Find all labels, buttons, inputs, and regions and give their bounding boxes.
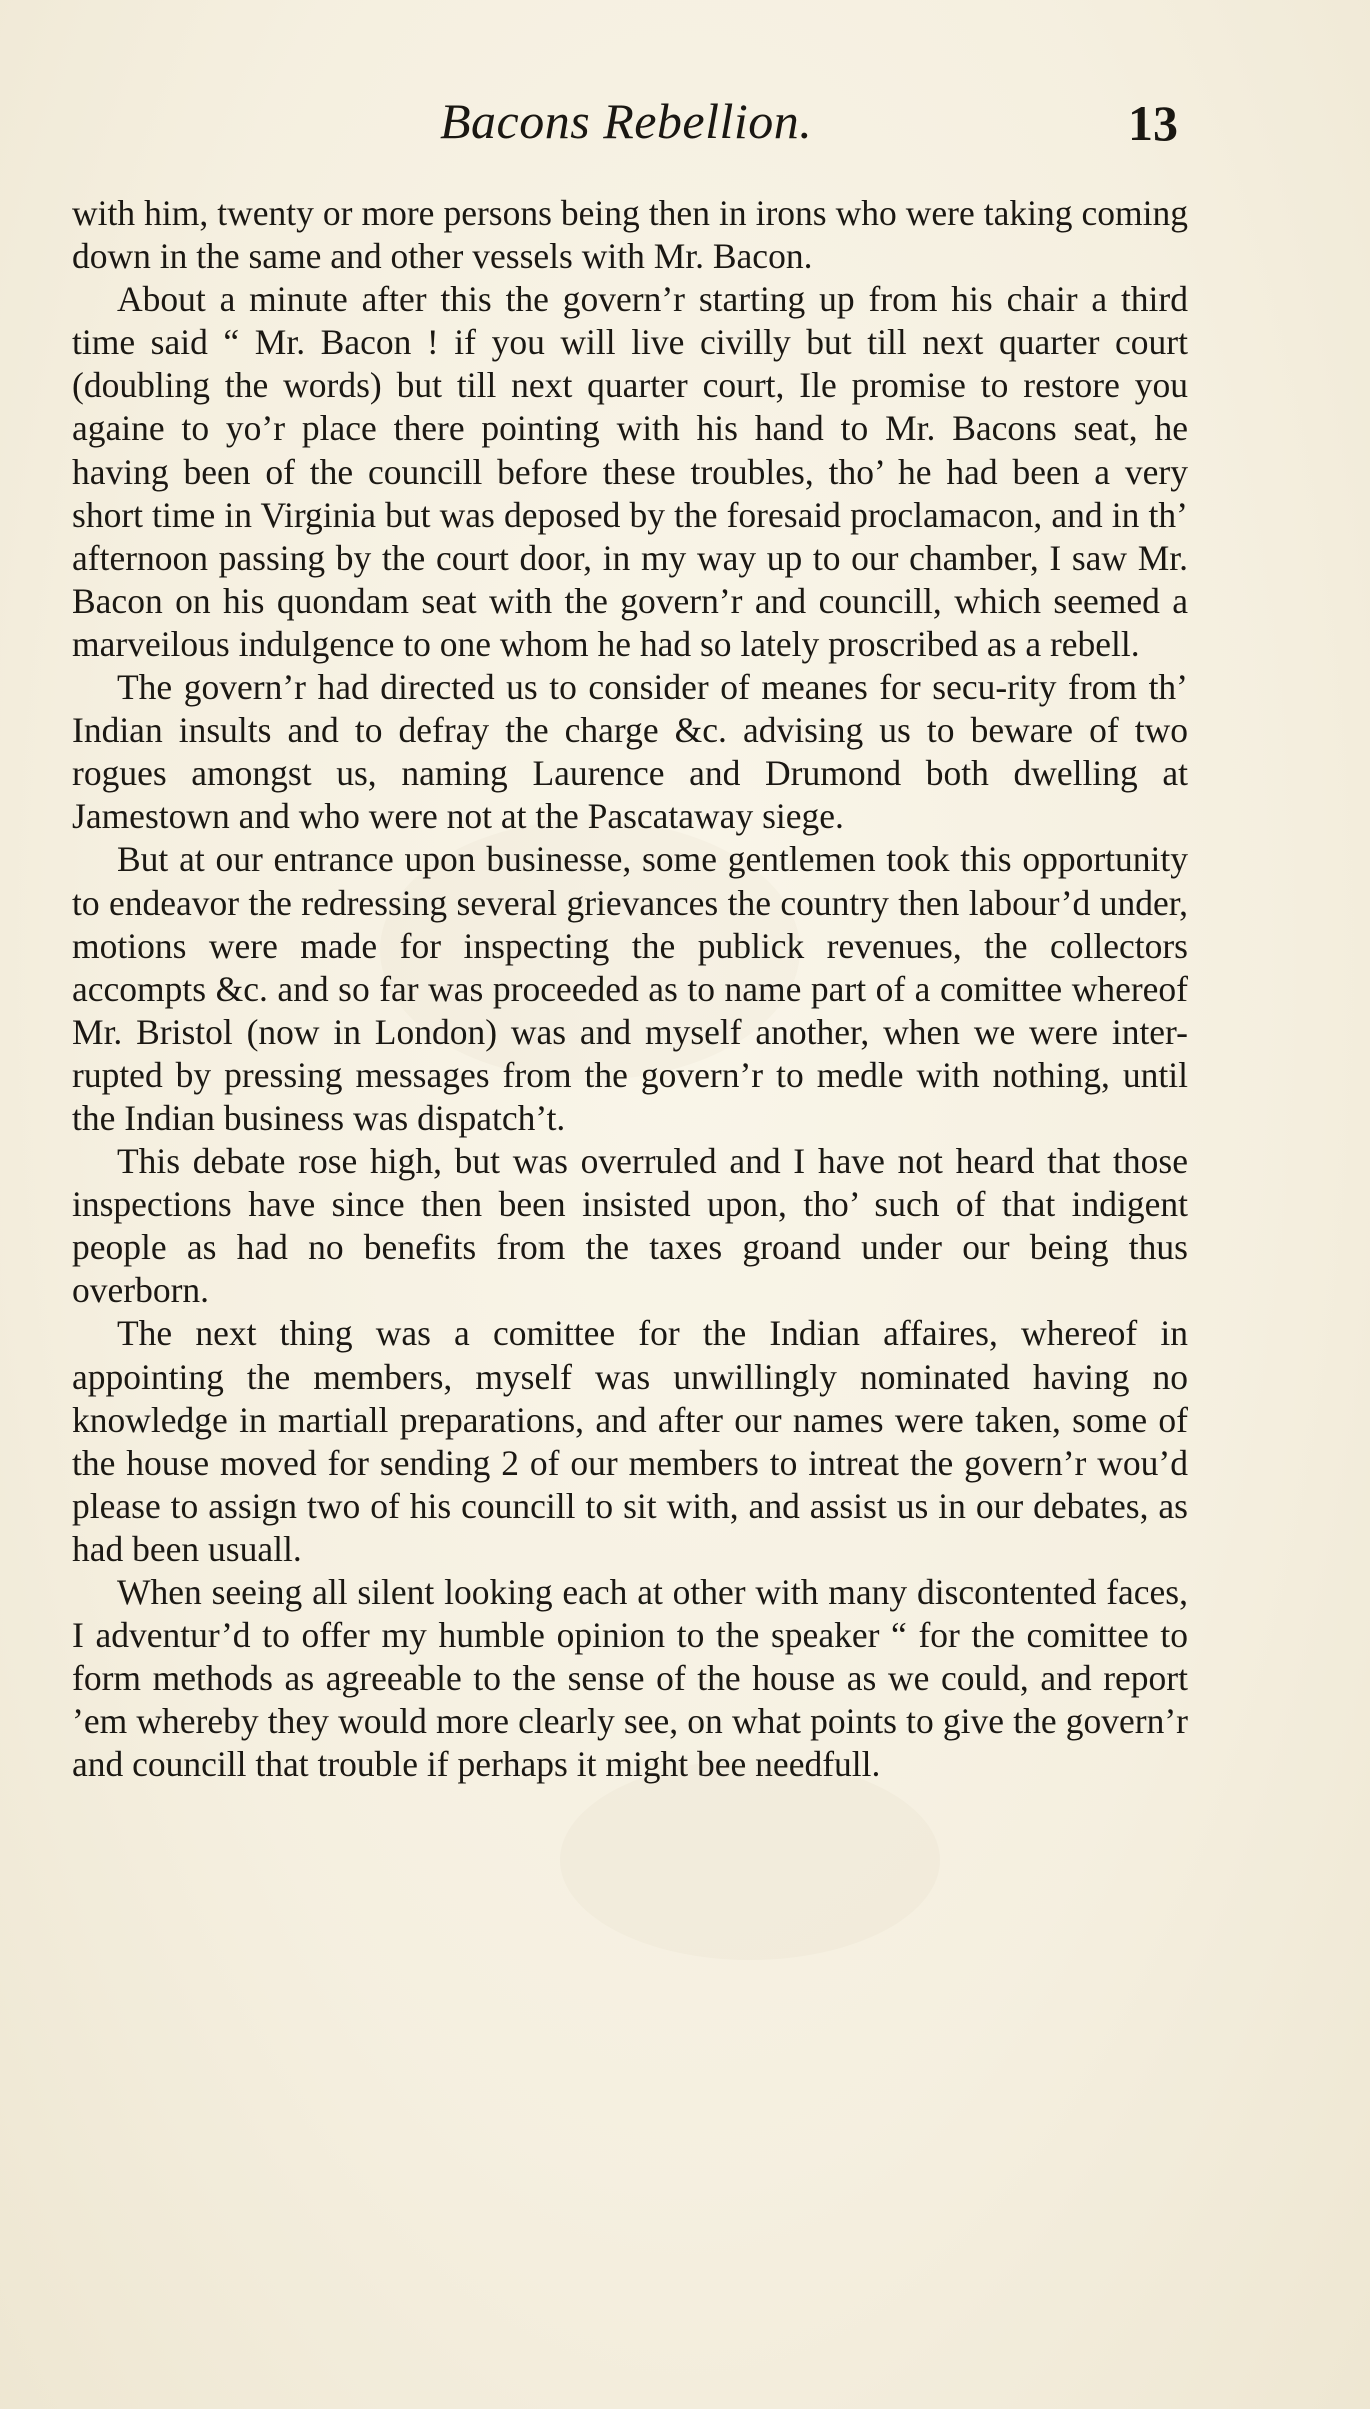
body-text <box>72 192 1188 1786</box>
paragraph: The govern’r had directed us to consider of meanes for secu-rity from th’ Indian insults and to defray the charge &c. advising us to beware of two rogues amongst us, naming Laurence and Drumond both dwelling at Jamestown and who were not at the Pascataway siege. <box>72 667 1188 837</box>
running-head: Bacons Rebellion. <box>440 93 813 149</box>
page-header <box>0 92 1370 162</box>
paragraph: About a minute after this the govern’r starting up from his chair a third time said “ Mr. Bacon ! if you will live civilly but till next quarter court (doubling the words) but till next quarter court, Ile promise to restore you againe to yo’r place there pointing with his hand to Mr. Bacons seat, he having been of the councill before these troubles, tho’ he had been a very short time in Virginia but was deposed by the foresaid proclamacon, and in th’ afternoon passing by the court door, in my way up to our chamber, I saw Mr. Bacon on his quondam seat with the govern’r and councill, which seemed a marveilous indulgence to one whom he had so lately proscribed as a rebell. <box>72 279 1188 664</box>
page-stain <box>560 1760 940 1960</box>
paragraph: This debate rose high, but was overruled and I have not heard that those inspections have since then been insisted upon, tho’ such of that indigent people as had no benefits from the taxes groand under our being thus overborn. <box>72 1141 1188 1311</box>
paragraph: The next thing was a comittee for the Indian affaires, whereof in appointing the members, myself was unwillingly nominated having no knowledge in martiall preparations, and after our names were taken, some of the house moved for sending 2 of our members to intreat the govern’r wou’d please to assign two of his councill to sit with, and assist us in our debates, as had been usuall. <box>72 1313 1188 1569</box>
paragraph: with him, twenty or more persons being then in irons who were taking coming down in the same and other vessels with Mr. Bacon. <box>72 193 1188 277</box>
page-number: 13 <box>1128 95 1178 151</box>
paragraph: When seeing all silent looking each at other with many discontented faces, I adventur’d to offer my humble opinion to the speaker “ for the comittee to form methods as agreeable to the sense of the house as we could, and report ’em whereby they would more clearly see, on what points to give the govern’r and councill that trouble if perhaps it might bee needfull. <box>72 1572 1188 1785</box>
paragraph: But at our entrance upon businesse, some gentlemen took this opportunity to endeavor the redressing several grievances the country then labour’d under, motions were made for inspecting the publick revenues, the collectors accompts &c. and so far was proceeded as to name part of a comittee whereof Mr. Bristol (now in London) was and myself another, when we were inter-rupted by pressing messages from the govern’r to medle with nothing, until the Indian business was dispatch’t. <box>72 839 1188 1138</box>
